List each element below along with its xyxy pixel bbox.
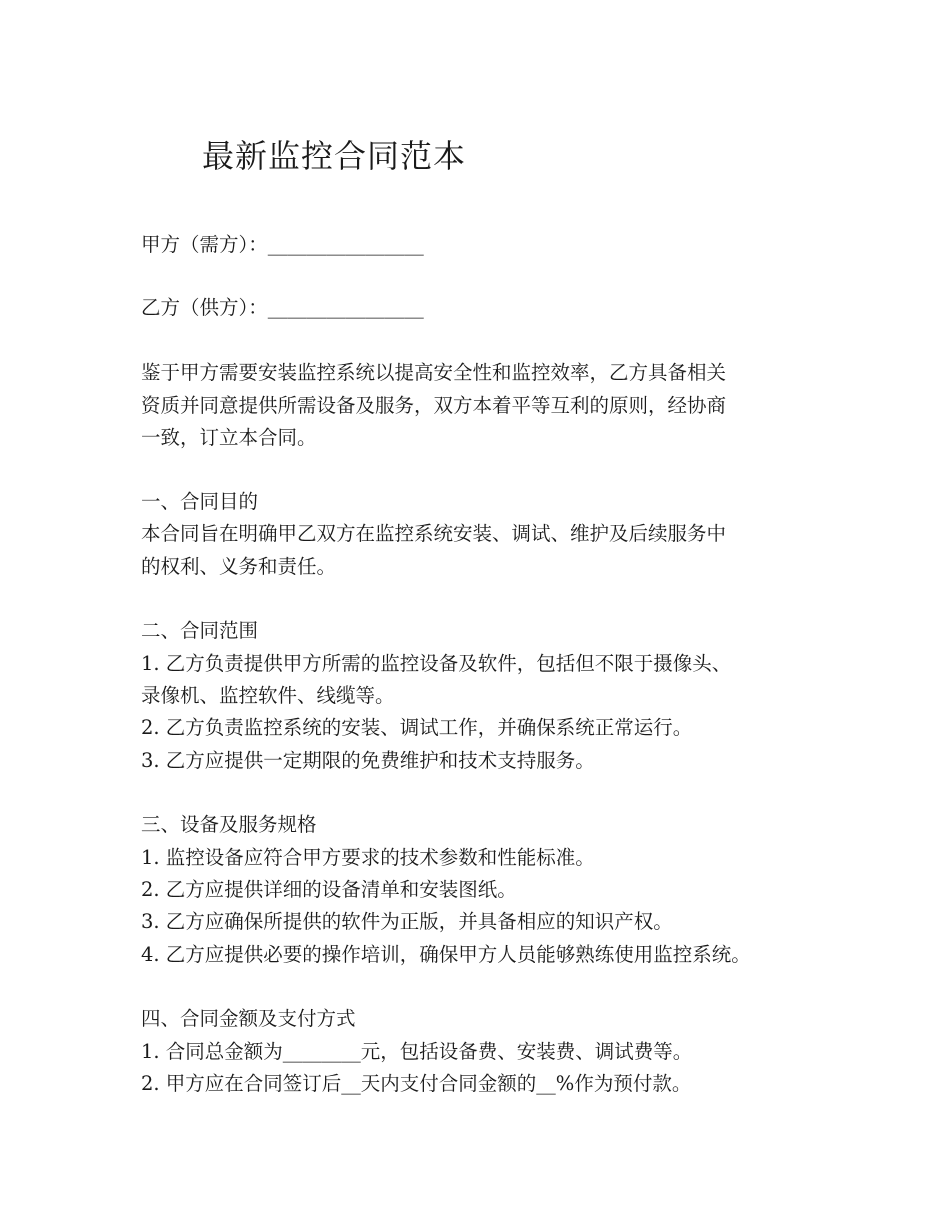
preamble-line: 资质并同意提供所需设备及服务，双方本着平等互利的原则，经协商 bbox=[141, 394, 727, 417]
section-line: 1. 乙方负责提供甲方所需的监控设备及软件，包括但不限于摄像头、 bbox=[141, 652, 732, 675]
section-heading: 三、设备及服务规格 bbox=[141, 813, 317, 836]
section-line: 2. 乙方应提供详细的设备清单和安装图纸。 bbox=[141, 878, 517, 901]
section-line: 1. 合同总金额为________元，包括设备费、安装费、调试费等。 bbox=[141, 1040, 693, 1063]
document-title: 最新监控合同范本 bbox=[201, 137, 466, 175]
section-line: 1. 监控设备应符合甲方要求的技术参数和性能标准。 bbox=[141, 846, 595, 869]
party-b-line: 乙方（供方）：________________ bbox=[141, 296, 424, 319]
section-line: 的权利、义务和责任。 bbox=[141, 555, 337, 578]
section-heading: 四、合同金额及支付方式 bbox=[141, 1007, 356, 1030]
section-line: 2. 甲方应在合同签订后__天内支付合同金额的__%作为预付款。 bbox=[141, 1072, 692, 1095]
section-line: 2. 乙方负责监控系统的安装、调试工作，并确保系统正常运行。 bbox=[141, 716, 693, 739]
section-line: 本合同旨在明确甲乙双方在监控系统安装、调试、维护及后续服务中 bbox=[141, 522, 727, 545]
party-a-line: 甲方（需方）：________________ bbox=[141, 233, 424, 256]
section-heading: 二、合同范围 bbox=[141, 619, 259, 642]
preamble-line: 鉴于甲方需要安装监控系统以提高安全性和监控效率，乙方具备相关 bbox=[141, 361, 727, 384]
preamble-line: 一致，订立本合同。 bbox=[141, 426, 317, 449]
section-heading: 一、合同目的 bbox=[141, 490, 259, 513]
section-line: 4. 乙方应提供必要的操作培训，确保甲方人员能够熟练使用监控系统。 bbox=[141, 943, 751, 966]
section-line: 录像机、监控软件、线缆等。 bbox=[141, 684, 395, 707]
section-line: 3. 乙方应提供一定期限的免费维护和技术支持服务。 bbox=[141, 749, 595, 772]
section-line: 3. 乙方应确保所提供的软件为正版，并具备相应的知识产权。 bbox=[141, 910, 673, 933]
